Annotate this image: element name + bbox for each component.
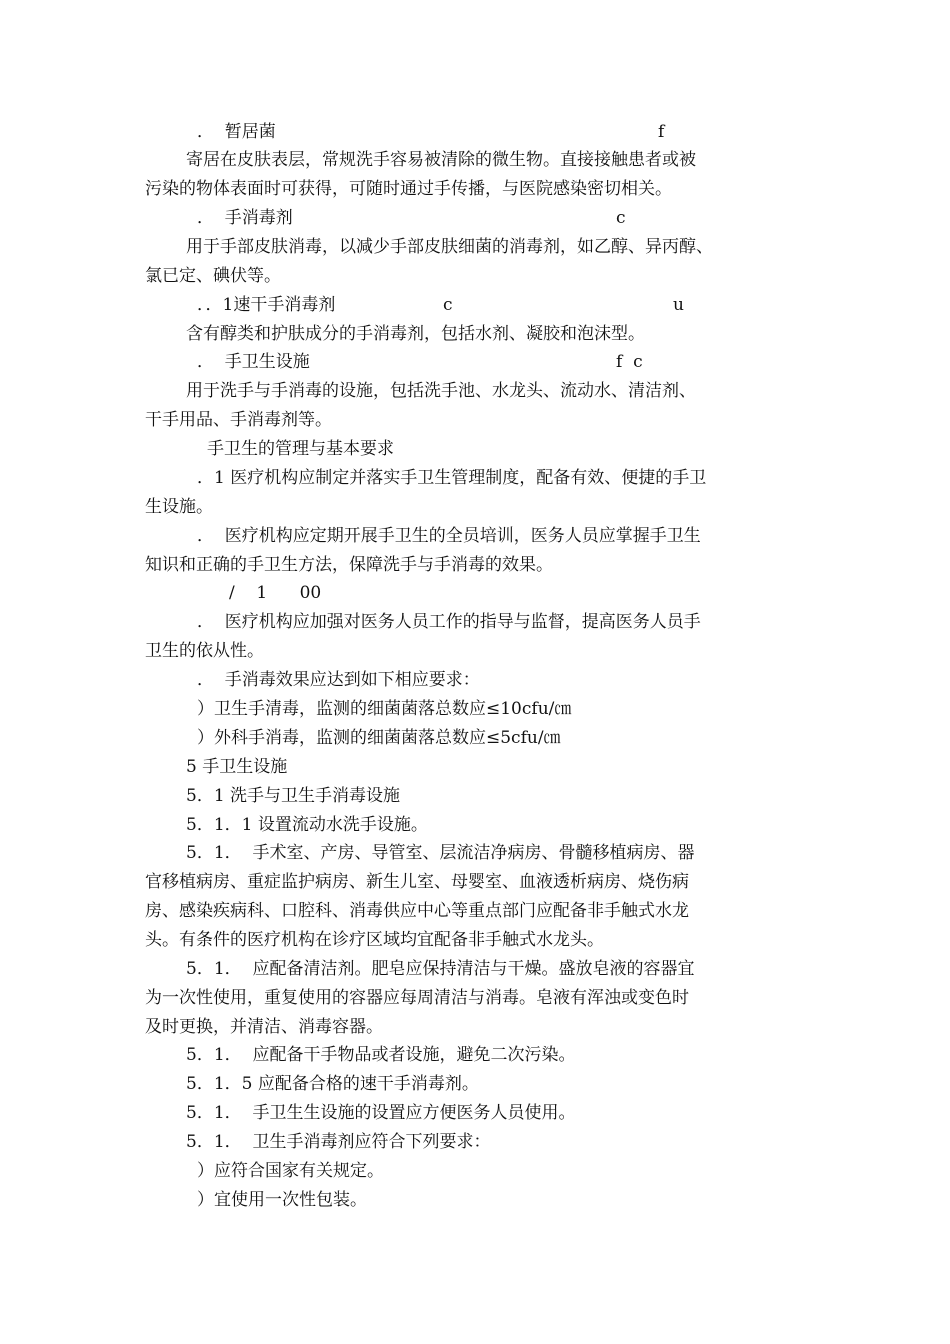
line: 含有醇类和护肤成分的手消毒剂，包括水剂、凝胶和泡沫型。 xyxy=(186,324,645,344)
line: 5．1．5 应配备合格的速干手消毒剂。 xyxy=(186,1074,479,1094)
line: 用于洗手与手消毒的设施，包括洗手池、水龙头、流动水、清洁剂、 xyxy=(186,381,696,401)
line: 5．1．1 设置流动水洗手设施。 xyxy=(186,815,428,835)
line: 房、感染疾病科、口腔科、消毒供应中心等重点部门应配备非手触式水龙 xyxy=(145,901,689,921)
line: 5．1． 应配备清洁剂。肥皂应保持清洁与干燥。盛放皂液的容器宜 xyxy=(186,959,695,979)
line: ）外科手消毒，监测的细菌菌落总数应≤5cfu/㎝ xyxy=(197,728,561,748)
line: 头。有条件的医疗机构在诊疗区域均宜配备非手触式水龙头。 xyxy=(145,930,604,950)
line: ． 手卫生设施 xyxy=(197,352,310,372)
line: 5．1． 手术室、产房、导管室、层流洁净病房、骨髓移植病房、器 xyxy=(186,843,695,863)
line: 为一次性使用，重复使用的容器应每周清洁与消毒。皂液有浑浊或变色时 xyxy=(145,988,689,1008)
line: 及时更换，并清洁、消毒容器。 xyxy=(145,1017,383,1037)
line: 5．1． 卫生手消毒剂应符合下列要求： xyxy=(186,1132,491,1152)
line: ． 手消毒剂 xyxy=(197,208,293,228)
line: 污染的物体表面时可获得，可随时通过手传播，与医院感染密切相关。 xyxy=(145,179,672,199)
line: 氯已定、碘伏等。 xyxy=(145,266,281,286)
section-heading: 手卫生的管理与基本要求 xyxy=(207,439,394,459)
line: ． 医疗机构应定期开展手卫生的全员培训，医务人员应掌握手卫生 xyxy=(197,526,701,546)
line: 卫生的依从性。 xyxy=(145,641,264,661)
line: ． 暂居菌 xyxy=(197,122,276,142)
line: 5．1． 手卫生生设施的设置应方便医务人员使用。 xyxy=(186,1103,576,1123)
line: 知识和正确的手卫生方法，保障洗手与手消毒的效果。 xyxy=(145,555,553,575)
line: 官移植病房、重症监护病房、新生儿室、母婴室、血液透析病房、烧伤病 xyxy=(145,872,689,892)
line: 干手用品、手消毒剂等。 xyxy=(145,410,332,430)
line: ． 医疗机构应加强对医务人员工作的指导与监督，提高医务人员手 xyxy=(197,612,701,632)
line: ．．1速干手消毒剂 xyxy=(197,295,336,315)
section-heading: 5 手卫生设施 xyxy=(186,757,288,777)
line: 寄居在皮肤表层，常规洗手容易被清除的微生物。直接接触患者或被 xyxy=(186,150,696,170)
line: ． 手消毒效果应达到如下相应要求： xyxy=(197,670,480,690)
stray-letter: c xyxy=(443,295,453,315)
stray-letter: c xyxy=(616,208,626,228)
line: ）宜使用一次性包装。 xyxy=(197,1190,367,1210)
stray-letter: f xyxy=(658,122,665,142)
line: ）卫生手清毒，监测的细菌菌落总数应≤10cfu/㎝ xyxy=(197,699,572,719)
line: ）应符合国家有关规定。 xyxy=(197,1161,384,1181)
stray-letter: f c xyxy=(616,352,643,372)
line: 生设施。 xyxy=(145,497,213,517)
line: / 1 00 xyxy=(229,583,322,603)
line: ．1 医疗机构应制定并落实手卫生管理制度，配备有效、便捷的手卫 xyxy=(197,468,707,488)
line: 用于手部皮肤消毒，以减少手部皮肤细菌的消毒剂，如乙醇、异丙醇、 xyxy=(186,237,713,257)
subsection-heading: 5．1 洗手与卫生手消毒设施 xyxy=(186,786,401,806)
stray-letter: u xyxy=(673,295,684,315)
line: 5．1． 应配备干手物品或者设施，避免二次污染。 xyxy=(186,1045,576,1065)
